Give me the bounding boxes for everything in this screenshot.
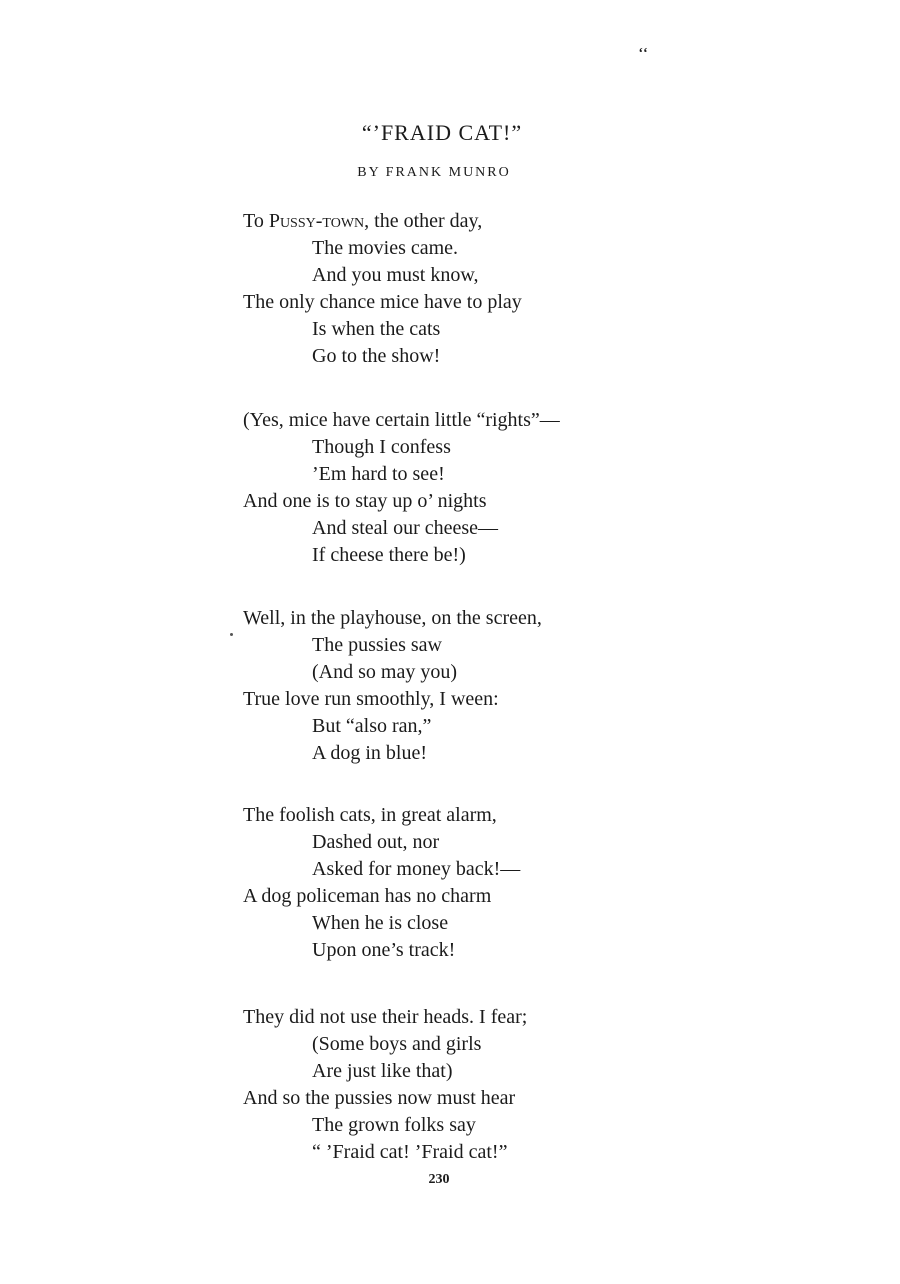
place-name: Pussy-town bbox=[268, 210, 365, 232]
page-number: 230 bbox=[428, 1172, 450, 1187]
poem-line: Well, in the playhouse, on the screen, bbox=[243, 607, 542, 629]
poem-line: The pussies saw bbox=[312, 634, 442, 656]
poem-line: (Yes, mice have certain little “rights”— bbox=[243, 409, 560, 431]
poem-line: To Pussy-town, the other day, bbox=[243, 210, 483, 232]
stanza-5 bbox=[243, 1004, 683, 1166]
poem-line: (Some boys and girls bbox=[312, 1033, 482, 1055]
poem-line: Go to the show! bbox=[312, 345, 441, 367]
corner-mark: ʻʻ bbox=[638, 46, 648, 61]
poem-line: (And so may you) bbox=[312, 661, 457, 683]
stanza-1 bbox=[243, 208, 683, 370]
poem-line: Dashed out, nor bbox=[312, 831, 440, 853]
poem-line: Asked for money back!— bbox=[312, 858, 521, 880]
poem-line: The only chance mice have to play bbox=[243, 291, 522, 313]
poem-title: “’FRAID CAT!” bbox=[361, 120, 523, 145]
poem-line: And one is to stay up o’ nights bbox=[243, 490, 487, 512]
stanza-2 bbox=[243, 407, 683, 569]
poem-line: And steal our cheese— bbox=[312, 517, 499, 539]
poem-byline: BY FRANK MUNRO bbox=[357, 165, 511, 180]
poem-line: The grown folks say bbox=[312, 1114, 476, 1136]
poem-line: Are just like that) bbox=[312, 1060, 453, 1082]
poem-line: True love run smoothly, I ween: bbox=[243, 688, 499, 710]
poem-line: The foolish cats, in great alarm, bbox=[243, 804, 497, 826]
print-speck bbox=[230, 633, 233, 636]
poem-line: And so the pussies now must hear bbox=[243, 1087, 516, 1109]
poem-line: And you must know, bbox=[312, 264, 479, 286]
poem-line: Upon one’s track! bbox=[312, 939, 456, 961]
poem-line: Though I confess bbox=[312, 436, 451, 458]
poem-line: If cheese there be!) bbox=[312, 544, 466, 566]
poem-line: “ ’Fraid cat! ’Fraid cat!” bbox=[312, 1141, 508, 1163]
poem-line: A dog policeman has no charm bbox=[243, 885, 492, 907]
stanza-3 bbox=[243, 605, 683, 767]
poem-line: Is when the cats bbox=[312, 318, 441, 340]
poem-line: But “also ran,” bbox=[312, 715, 432, 737]
poem-line: The movies came. bbox=[312, 237, 459, 259]
stanza-4 bbox=[243, 802, 683, 964]
poem-line: They did not use their heads. I fear; bbox=[243, 1006, 528, 1028]
poem-line: When he is close bbox=[312, 912, 449, 934]
poem-line: A dog in blue! bbox=[312, 742, 427, 764]
poem-line: ’Em hard to see! bbox=[312, 463, 445, 485]
